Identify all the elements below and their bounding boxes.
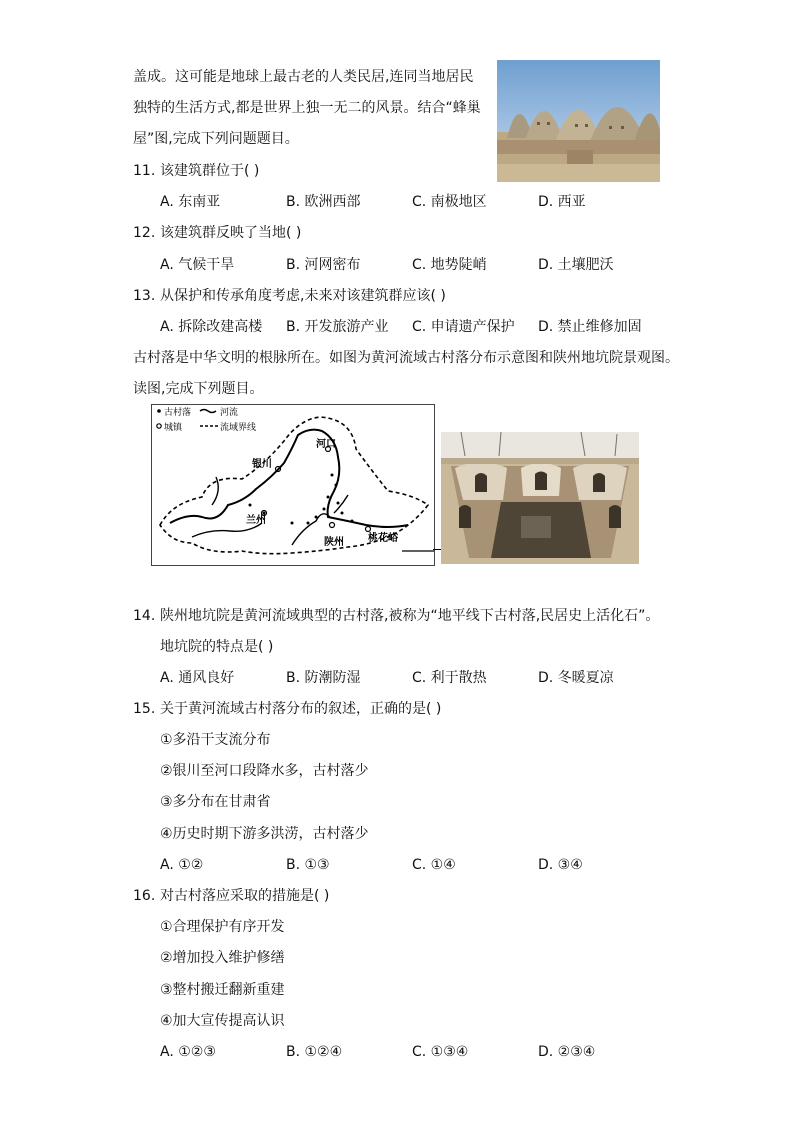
- q15-statement-4: ④历史时期下游多洪涝，古村落少: [160, 826, 369, 842]
- intro-line-1: 盖成。这可能是地球上最古老的人类民居,连同当地居民: [133, 69, 474, 85]
- q13-option-d[interactable]: D. 禁止维修加固: [538, 319, 642, 335]
- label-yinchuan: 银川: [252, 459, 272, 470]
- q16-stem: 对古村落应采取的措施是( ): [160, 888, 330, 904]
- q15-option-c[interactable]: C. ①④: [412, 857, 456, 873]
- label-shanzhou: 陕州: [324, 537, 344, 548]
- q16-statement-3: ③整村搬迁翻新重建: [160, 982, 285, 998]
- q12-option-b[interactable]: B. 河网密布: [286, 257, 361, 273]
- q15-statement-3: ③多分布在甘肃省: [160, 794, 271, 810]
- q15-stem: 关于黄河流域古村落分布的叙述，正确的是( ): [160, 701, 442, 717]
- q12-option-c[interactable]: C. 地势陡峭: [412, 257, 487, 273]
- q11-option-a[interactable]: A. 东南亚: [160, 194, 221, 210]
- q14-option-b[interactable]: B. 防潮防湿: [286, 670, 361, 686]
- legend-boundary-label: 流域界线: [220, 423, 257, 433]
- q13-option-c[interactable]: C. 申请遗产保护: [412, 319, 515, 335]
- q15-option-b[interactable]: B. ①③: [286, 857, 330, 873]
- q14-option-c[interactable]: C. 利于散热: [412, 670, 487, 686]
- intro-line-2: 独特的生活方式,都是世界上独一无二的风景。结合“蜂巢: [133, 100, 481, 116]
- q11-option-b[interactable]: B. 欧洲西部: [286, 194, 361, 210]
- q15-statement-1: ①多沿干支流分布: [160, 732, 271, 748]
- label-lanzhou: 兰州: [246, 515, 266, 526]
- q15-statement-2: ②银川至河口段降水多，古村落少: [160, 763, 369, 779]
- q14-option-d[interactable]: D. 冬暖夏凉: [538, 670, 614, 686]
- q16-option-b[interactable]: B. ①②④: [286, 1044, 343, 1060]
- q16-statement-1: ①合理保护有序开发: [160, 919, 285, 935]
- q14-number: 14.: [133, 608, 156, 624]
- q16-option-a[interactable]: A. ①②③: [160, 1044, 216, 1060]
- legend-town-label: 城镇: [164, 423, 183, 433]
- q12-option-d[interactable]: D. 土壤肥沃: [538, 257, 614, 273]
- q12-option-a[interactable]: A. 气候干旱: [160, 257, 235, 273]
- q11-stem: 该建筑群位于( ): [160, 163, 260, 179]
- q15-option-a[interactable]: A. ①②: [160, 857, 204, 873]
- q16-option-c[interactable]: C. ①③④: [412, 1044, 469, 1060]
- legend-town-circle-icon: [157, 424, 161, 428]
- dikengyuan-photo: [441, 432, 639, 564]
- q12-stem: 该建筑群反映了当地( ): [160, 225, 302, 241]
- intro-line-3: 屋”图,完成下列问题题目。: [133, 131, 299, 147]
- q11-option-c[interactable]: C. 南极地区: [412, 194, 487, 210]
- intro2-line-2: 读图,完成下列题目。: [133, 381, 264, 397]
- q15-option-d[interactable]: D. ③④: [538, 857, 583, 873]
- q14-stem-line-2: 地坑院的特点是( ): [160, 639, 274, 655]
- q15-number: 15.: [133, 701, 156, 717]
- legend-village-dot-icon: [157, 409, 161, 413]
- q13-option-a[interactable]: A. 拆除改建高楼: [160, 319, 263, 335]
- q16-option-d[interactable]: D. ②③④: [538, 1044, 596, 1060]
- intro2-line-1: 古村落是中华文明的根脉所在。如图为黄河流域古村落分布示意图和陕州地坑院景观图。: [133, 350, 679, 366]
- q16-number: 16.: [133, 888, 156, 904]
- legend-river-line-icon: [200, 410, 216, 413]
- q11-option-d[interactable]: D. 西亚: [538, 194, 586, 210]
- q13-number: 13.: [133, 288, 156, 304]
- legend-village-label: 古村落: [164, 408, 192, 418]
- beehive-houses-photo: [497, 60, 660, 182]
- q11-number: 11.: [133, 163, 156, 179]
- q12-number: 12.: [133, 225, 156, 241]
- q13-option-b[interactable]: B. 开发旅游产业: [286, 319, 389, 335]
- label-hekou: 河口: [316, 439, 336, 450]
- q16-statement-2: ②增加投入维护修缮: [160, 950, 285, 966]
- q13-stem: 从保护和传承角度考虑,未来对该建筑群应该( ): [160, 288, 446, 304]
- map-pointer-line: [433, 549, 441, 550]
- yellow-river-village-map: [151, 404, 435, 566]
- legend-river-label: 河流: [220, 408, 239, 418]
- q14-option-a[interactable]: A. 通风良好: [160, 670, 235, 686]
- q14-stem-line-1: 陕州地坑院是黄河流域典型的古村落,被称为“地平线下古村落,民居史上活化石”。: [160, 608, 660, 624]
- q16-statement-4: ④加大宣传提高认识: [160, 1013, 285, 1029]
- label-taohuayu: 桃花峪: [368, 533, 398, 544]
